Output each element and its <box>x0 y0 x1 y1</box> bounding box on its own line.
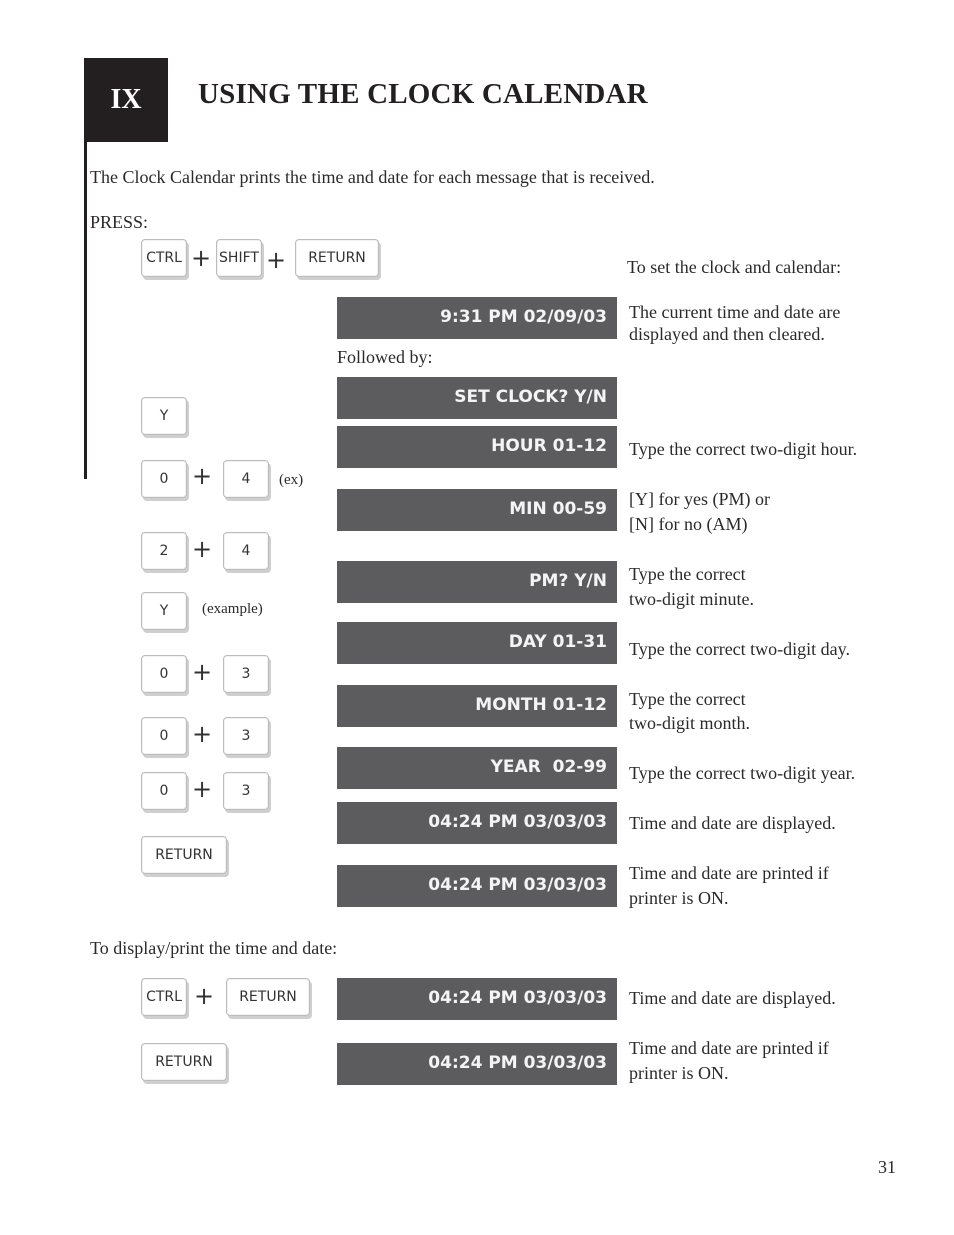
digit-0-key: 0 <box>141 717 187 755</box>
return-key: RETURN <box>141 836 227 874</box>
desc-minute-line2: two-digit minute. <box>629 589 754 609</box>
digit-2-key: 2 <box>141 532 187 570</box>
desc-year: Type the correct two-digit year. <box>629 763 856 783</box>
desc-printed-line1: Time and date are printed if <box>629 863 829 883</box>
page-title: USING THE CLOCK CALENDAR <box>198 78 648 110</box>
ex-note: (ex) <box>279 472 304 488</box>
example-note: (example) <box>202 601 263 617</box>
digit-4-key: 4 <box>223 532 269 570</box>
display-month: MONTH 01-12 <box>337 685 617 727</box>
desc-hour: Type the correct two-digit hour. <box>629 439 858 459</box>
display-time-shown: 04:24 PM 03/03/03 <box>337 978 617 1020</box>
display-current-time: 9:31 PM 02/09/03 <box>337 297 617 339</box>
plus-sign: + <box>192 658 213 686</box>
digit-0-key: 0 <box>141 772 187 810</box>
section-number-tab <box>84 58 168 142</box>
digit-3-key: 3 <box>223 717 269 755</box>
ctrl-key: CTRL <box>141 239 187 277</box>
display-year: YEAR 02-99 <box>337 747 617 789</box>
plus-sign: + <box>192 720 213 748</box>
intro-text: The Clock Calendar prints the time and date for each message that is received. <box>90 167 655 187</box>
section-rule <box>84 142 87 479</box>
display-time-print: 04:24 PM 03/03/03 <box>337 1043 617 1085</box>
return-key: RETURN <box>141 1043 227 1081</box>
desc-displayed: Time and date are displayed. <box>629 813 836 833</box>
digit-0-key: 0 <box>141 655 187 693</box>
desc-ampm-line2: [N] for no (AM) <box>629 514 748 534</box>
display-time-printed: 04:24 PM 03/03/03 <box>337 865 617 907</box>
plus-sign: + <box>194 982 215 1010</box>
set-clock-heading: To set the clock and calendar: <box>627 257 842 277</box>
display-pm: PM? Y/N <box>337 561 617 603</box>
display-hour: HOUR 01-12 <box>337 426 617 468</box>
section-number: IX <box>110 84 142 115</box>
plus-sign: + <box>266 246 287 274</box>
digit-3-key: 3 <box>223 655 269 693</box>
display-minute: MIN 00-59 <box>337 489 617 531</box>
shift-key: SHIFT <box>216 239 262 277</box>
page-number: 31 <box>878 1157 896 1177</box>
desc-minute-line1: Type the correct <box>629 564 746 584</box>
plus-sign: + <box>192 462 213 490</box>
display-time-set: 04:24 PM 03/03/03 <box>337 802 617 844</box>
digit-4-key: 4 <box>223 460 269 498</box>
followed-by-label: Followed by: <box>337 347 433 367</box>
plus-sign: + <box>191 244 212 272</box>
desc-printed2-line2: printer is ON. <box>629 1063 729 1083</box>
digit-0-key: 0 <box>141 460 187 498</box>
desc-displayed-2: Time and date are displayed. <box>629 988 836 1008</box>
plus-sign: + <box>192 535 213 563</box>
digit-3-key: 3 <box>223 772 269 810</box>
display-set-clock: SET CLOCK? Y/N <box>337 377 617 419</box>
display-day: DAY 01-31 <box>337 622 617 664</box>
return-key: RETURN <box>295 239 379 277</box>
return-key: RETURN <box>226 978 310 1016</box>
display-print-heading: To display/print the time and date: <box>90 938 338 958</box>
desc-printed2-line1: Time and date are printed if <box>629 1038 829 1058</box>
y-key: Y <box>141 397 187 435</box>
ctrl-key: CTRL <box>141 978 187 1016</box>
desc-current-line2: displayed and then cleared. <box>629 324 825 344</box>
desc-printed-line2: printer is ON. <box>629 888 729 908</box>
desc-month-line2: two-digit month. <box>629 713 750 733</box>
desc-month-line1: Type the correct <box>629 689 746 709</box>
plus-sign: + <box>192 775 213 803</box>
desc-current-line1: The current time and date are <box>629 302 841 322</box>
desc-day: Type the correct two-digit day. <box>629 639 850 659</box>
desc-ampm-line1: [Y] for yes (PM) or <box>629 489 770 509</box>
press-label: PRESS: <box>90 212 149 232</box>
y-key: Y <box>141 592 187 630</box>
